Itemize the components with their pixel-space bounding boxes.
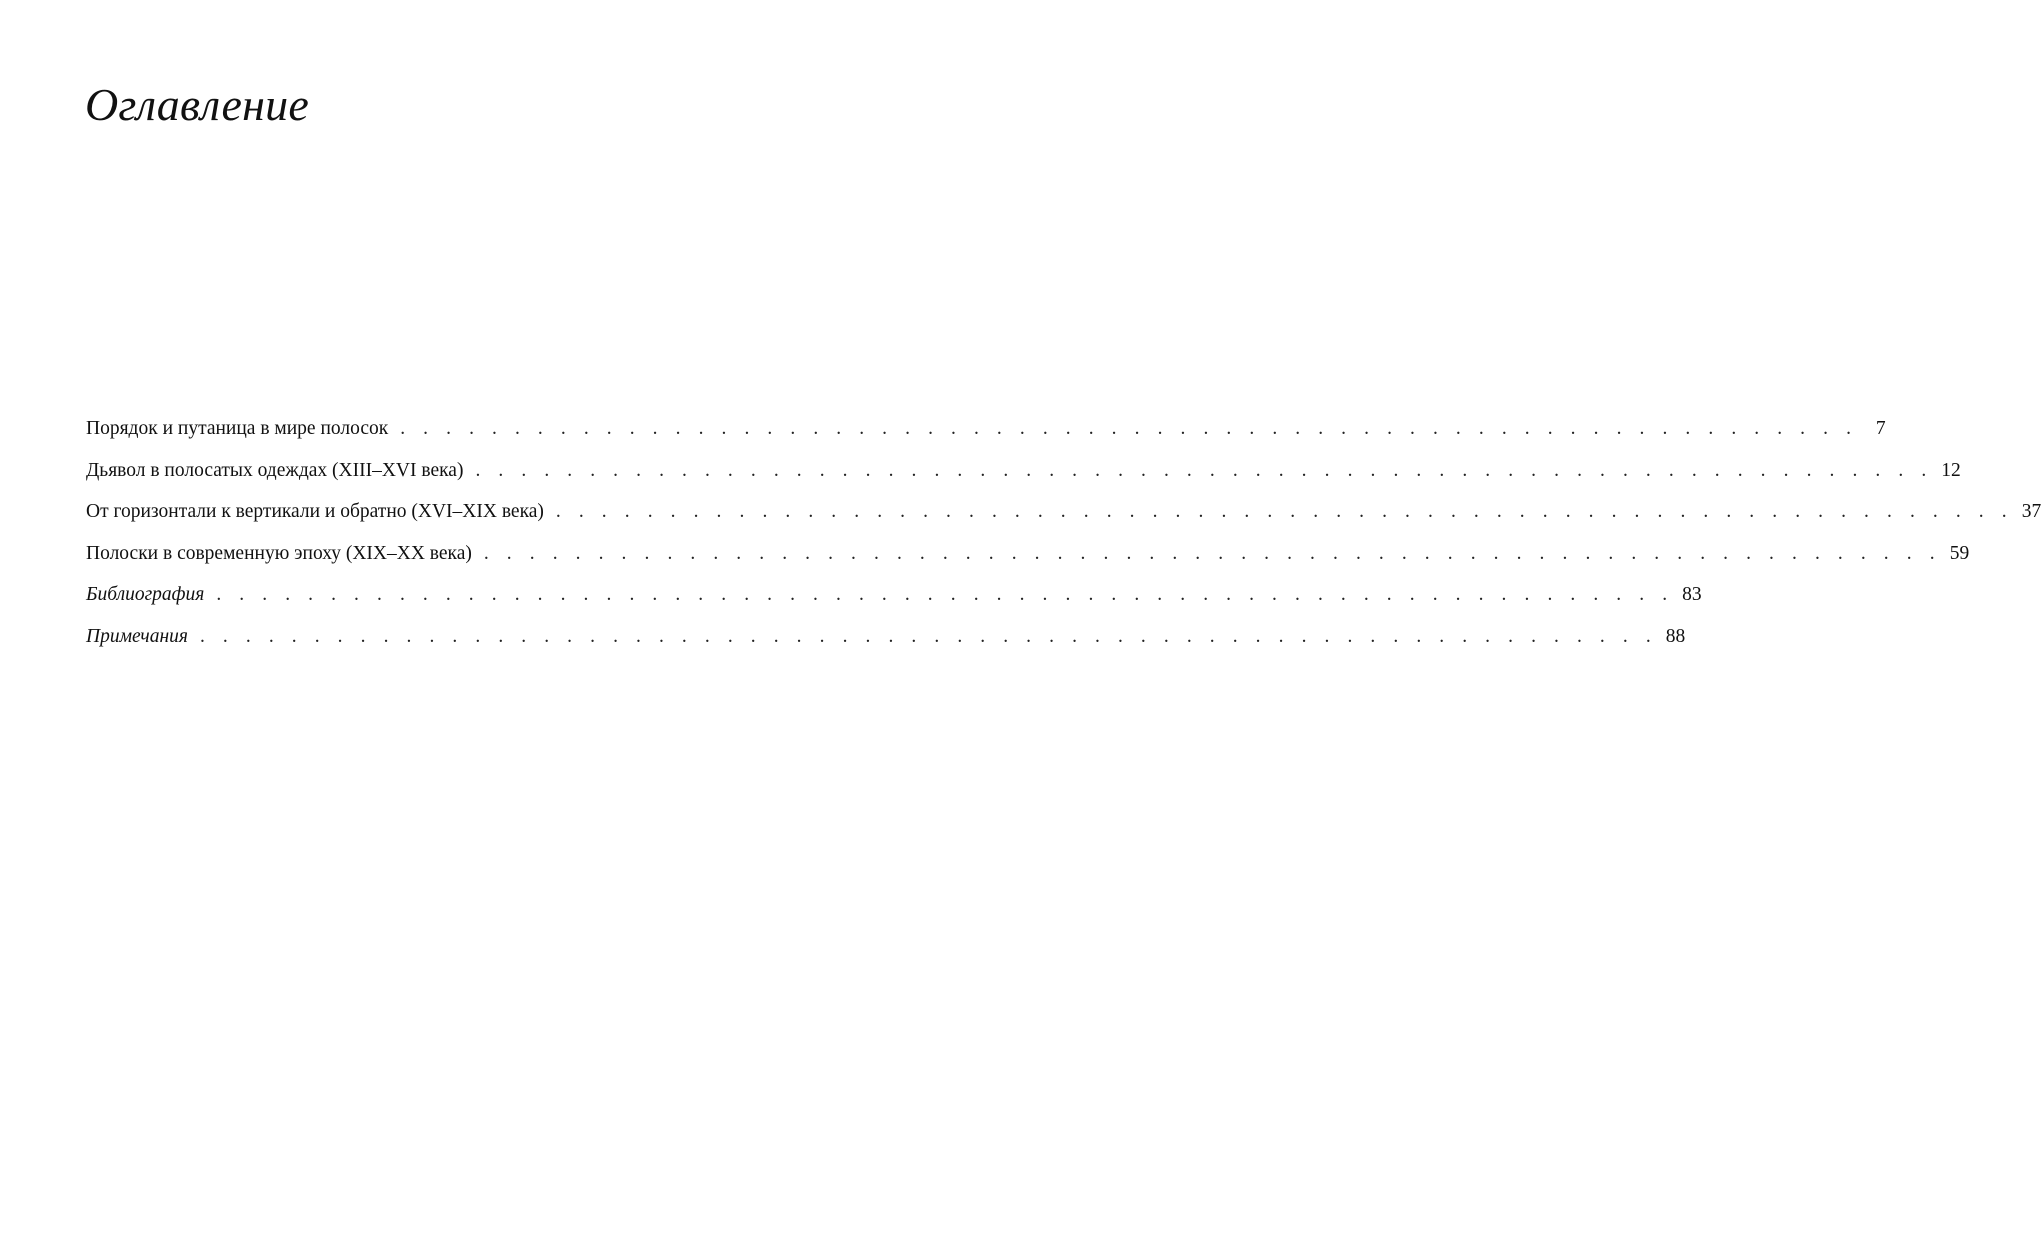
toc-dot-leader: . . . . . . . . . . . . . . . . . . . . . . . . . . . . . . . . . . . . . . . . . . . . . . . . . . . . . . . . . . . . . . . . [555, 501, 2014, 522]
toc-entry-title: Библиография [86, 584, 205, 605]
toc-entry-title: Порядок и путаница в мире полосок [86, 418, 389, 439]
toc-dot-leader: . . . . . . . . . . . . . . . . . . . . . . . . . . . . . . . . . . . . . . . . . . . . . . . . . . . . . . . . . . . . . . . . [483, 542, 1942, 564]
toc-entry[interactable] [86, 616, 1686, 658]
toc-entry-title: От горизонтали к вертикали и обратно (XVI–XIX века) [86, 501, 544, 522]
toc-entry[interactable] [86, 533, 1970, 575]
page-title: Оглавление [85, 79, 310, 130]
toc-dot-leader: . . . . . . . . . . . . . . . . . . . . . . . . . . . . . . . . . . . . . . . . . . . . . . . . . . . . . . . . . . . . . . . . [475, 459, 1933, 481]
toc-entry[interactable] [86, 408, 1886, 450]
toc-page-number: 12 [1941, 459, 1961, 481]
toc-page-number: 83 [1682, 584, 1702, 605]
toc-entry[interactable] [86, 491, 2041, 533]
toc-dot-leader: . . . . . . . . . . . . . . . . . . . . . . . . . . . . . . . . . . . . . . . . . . . . . . . . . . . . . . . . . . . . . . . . [216, 584, 1674, 605]
toc-entry[interactable] [86, 450, 1961, 492]
toc-dot-leader: . . . . . . . . . . . . . . . . . . . . . . . . . . . . . . . . . . . . . . . . . . . . . . . . . . . . . . . . . . . . . . . . [400, 418, 1858, 439]
table-of-contents [86, 408, 2041, 657]
toc-page-number: 88 [1665, 625, 1686, 647]
toc-page-number: 59 [1949, 542, 1970, 564]
toc-page-number: 7 [1875, 418, 1886, 439]
toc-entry-title: Полоски в современную эпоху (XIX–XX века) [86, 542, 472, 564]
toc-entry-title: Дьявол в полосатых одеждах (XIII–XVI века) [86, 459, 464, 481]
toc-dot-leader: . . . . . . . . . . . . . . . . . . . . . . . . . . . . . . . . . . . . . . . . . . . . . . . . . . . . . . . . . . . . . . . . [199, 625, 1658, 647]
toc-entry-title: Примечания [86, 625, 188, 647]
toc-page-number: 37 [2021, 501, 2041, 522]
toc-entry[interactable] [86, 574, 1702, 616]
